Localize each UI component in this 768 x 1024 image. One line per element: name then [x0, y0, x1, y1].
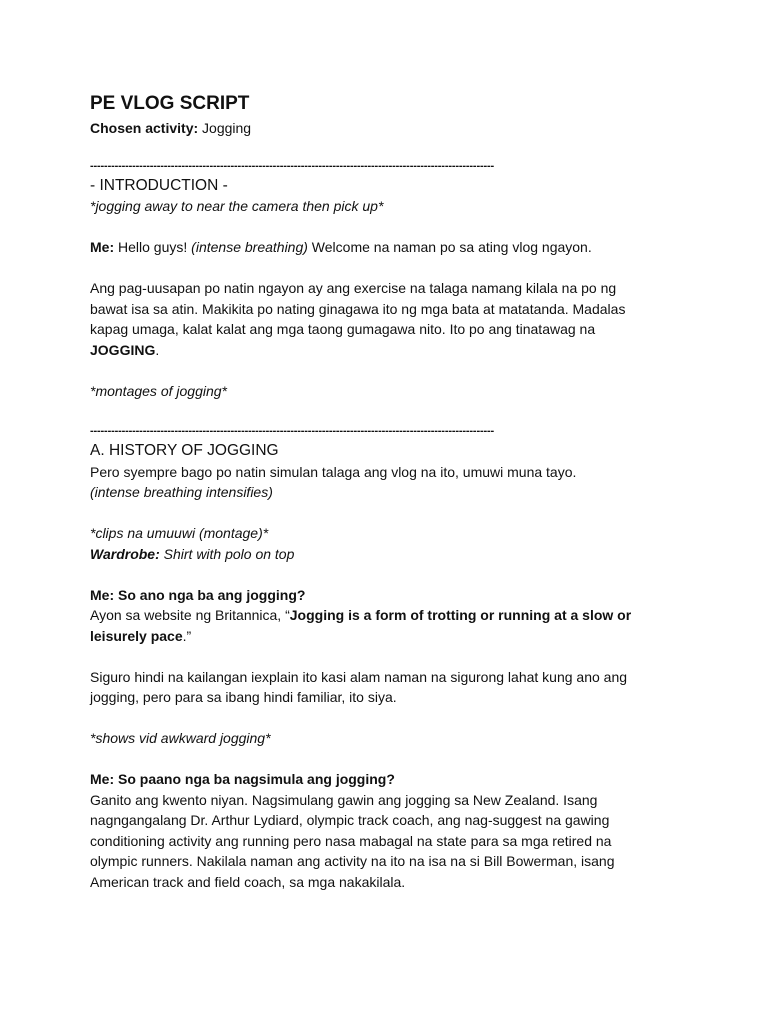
montage-direction: *montages of jogging* [90, 382, 227, 399]
history-line: Pero syempre bago po natin simulan talaga ang vlog na ito, umuwi muna tayo. [90, 463, 577, 480]
question-what-is-jogging: Me: So ano nga ba ang jogging? [90, 586, 306, 603]
separator-line: ------------------------------------------------------------------------------------------------------------------- [90, 425, 495, 437]
wardrobe-value: Shirt with polo on top [159, 545, 295, 562]
history-breathing: (intense breathing intensifies) [90, 484, 273, 500]
chosen-activity-label: Chosen activity: [90, 120, 199, 136]
history-story-paragraph: Ganito ang kwento niyan. Nagsimulang gawin ang jogging sa New Zealand. Isang nagngangalang Dr. Arthur Lydiard, olympic track coach, ang nag-suggest na gawing conditioning activity ang running pero nasa mabagal na state para sa mga retired na olympic runners. Nakilala naman ang activity na ito na isa na si Bill Bowerman, isang American track and field coach, sa mga nakakilala. [90, 791, 615, 890]
chosen-activity-line [90, 118, 680, 139]
document-page [90, 92, 680, 892]
intro-greeting: Me: Hello guys! (intense breathing) Welcome na naman po sa ating vlog ngayon. [90, 239, 592, 255]
document-title: PE VLOG SCRIPT [90, 93, 250, 114]
britannica-definition: Ayon sa website ng Britannica, “Jogging is a form of trotting or running at a slow or leisurely pace.” [90, 607, 632, 644]
siguro-paragraph: Siguro hindi na kailangan iexplain ito kasi alam naman na sigurong lahat kung ano ang jogging, pero para sa ibang hindi familiar, ito siya. [90, 668, 628, 705]
wardrobe-label: Wardrobe: [90, 545, 160, 562]
separator-line: ------------------------------------------------------------------------------------------------------------------- [90, 159, 495, 172]
wardrobe-line [90, 544, 680, 565]
history-heading: A. HISTORY OF JOGGING [90, 442, 279, 459]
shows-direction: *shows vid awkward jogging* [90, 730, 271, 746]
speaker-label: Me: [90, 239, 115, 255]
chosen-activity-value: Jogging [198, 120, 252, 136]
intro-paragraph: Ang pag-uusapan po natin ngayon ay ang exercise na talaga namang kilala na po ng bawat isa sa atin. Makikita po nating ginagawa ito ng mga bata at matatanda. Madalas kapag umaga, kalat kalat ang mga taong gumagawa nito. Ito po ang tinatawag na JOGGING. [90, 280, 626, 358]
introduction-heading: - INTRODUCTION - [90, 176, 228, 194]
jogging-emphasis: JOGGING [90, 341, 156, 358]
intro-direction: *jogging away to near the camera then pick up* [90, 198, 384, 214]
question-how-started: Me: So paano nga ba nagsimula ang jogging? [90, 771, 395, 787]
clips-direction: *clips na umuuwi (montage)* [90, 525, 269, 541]
